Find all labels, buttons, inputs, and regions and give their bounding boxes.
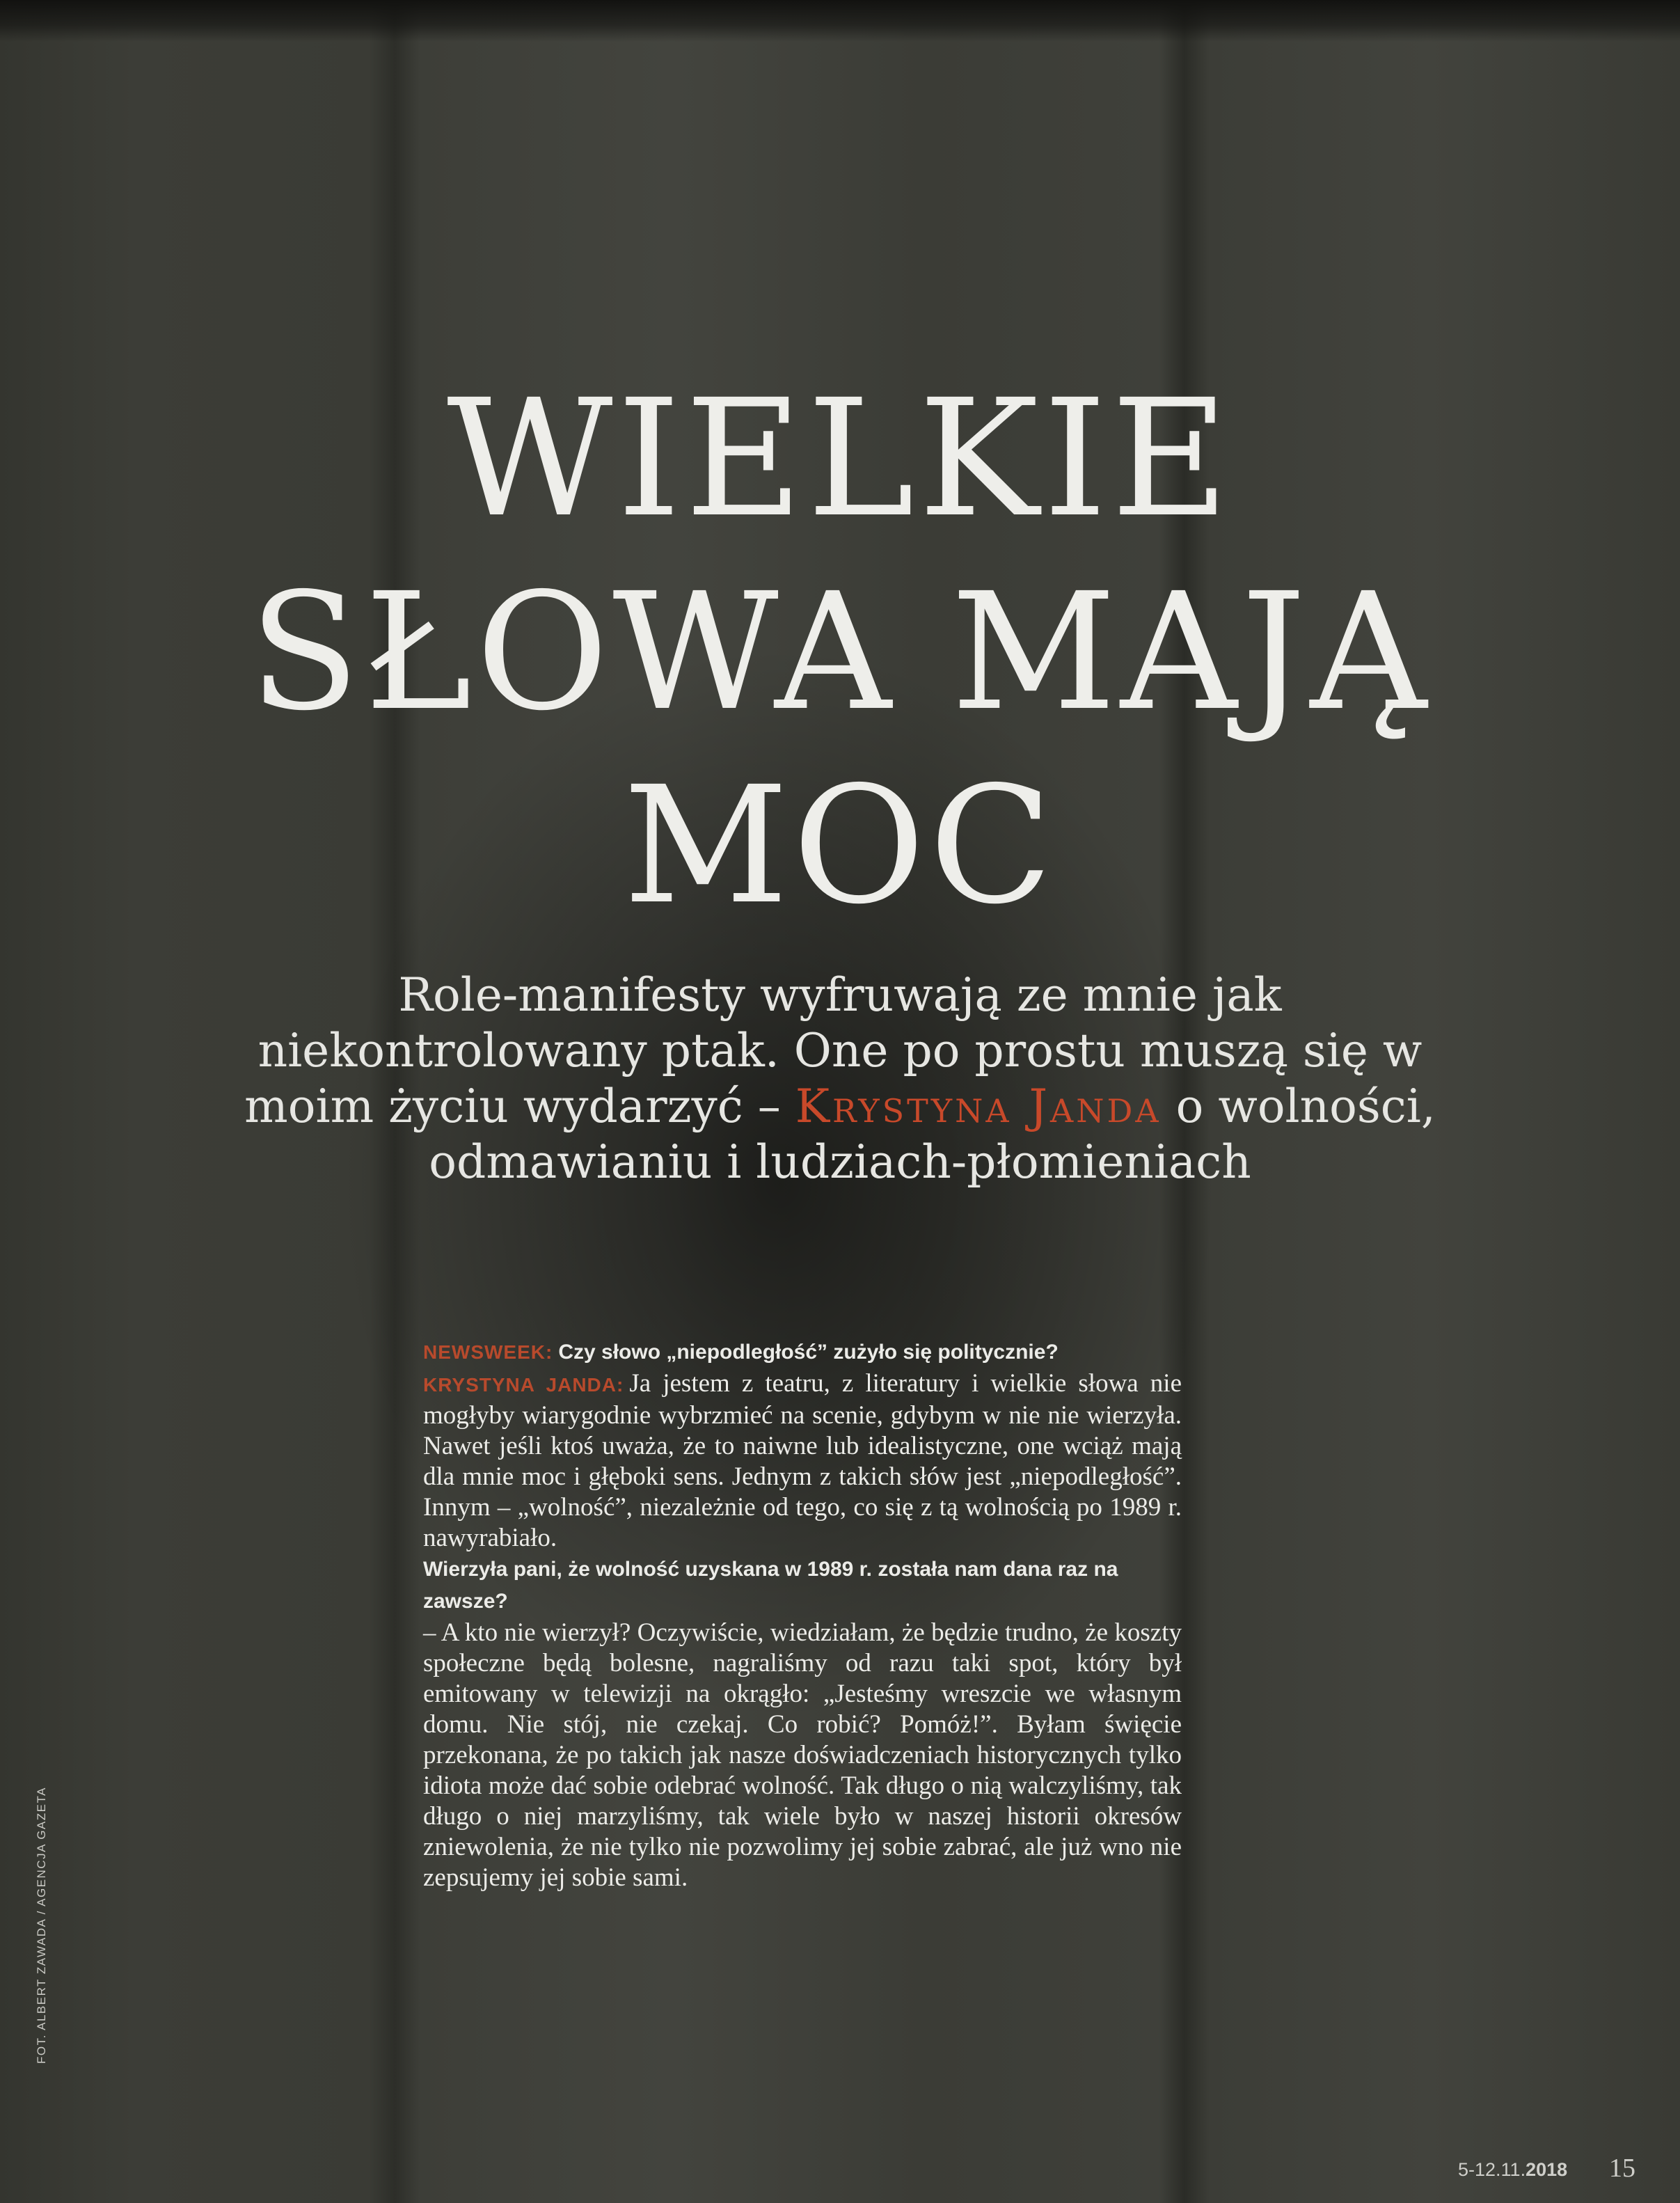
issue-date: [1458, 2159, 1567, 2181]
interviewer-label: NEWSWEEK:: [423, 1341, 553, 1363]
issue-date-days: 5-12.11.: [1458, 2159, 1526, 2180]
interviewee-label: KRYSTYNA JANDA:: [423, 1374, 624, 1396]
headline-line-1: WIELKIE: [447, 365, 1233, 553]
headline: [0, 362, 1680, 942]
page-number: 15: [1609, 2154, 1635, 2183]
photo-credit: FOT. ALBERT ZAWADA / AGENCJA GAZETA: [35, 1787, 48, 2064]
question-1: [423, 1336, 1182, 1368]
issue-date-year: 2018: [1526, 2159, 1568, 2180]
answer-1-text: Ja jestem z teatru, z literatury i wielkie słowa nie mogłyby wiarygodnie wybrzmieć na scenie, gdybym w nie nie wierzyła. Nawet jeśli ktoś uważa, że to naiwne lub idealistyczne, one wciąż mają dla mnie moc i głęboki sens. Jednym z takich słów jest „niepodległość”. Innym – „wolność”, niezależnie od tego, co się z tą wolnością po 1989 r. nawyrabiało.: [423, 1369, 1182, 1552]
interview-body: [423, 1336, 1182, 1893]
question-2: Wierzyła pani, że wolność uzyskana w 1989 r. została nam dana raz na zawsze?: [423, 1558, 1118, 1613]
standfirst-author: Krystyna Janda: [795, 1080, 1162, 1133]
standfirst-text-2: o wolności, odmawianiu i ludziach-płomieniach: [429, 1080, 1436, 1189]
standfirst: [209, 968, 1471, 1190]
headline-line-3: MOC: [623, 752, 1057, 940]
headline-line-2: SŁOWA MAJĄ: [248, 558, 1432, 746]
answer-2: – A kto nie wierzył? Oczywiście, wiedziałam, że będzie trudno, że koszty społeczne będą bolesne, nagraliśmy od razu taki spot, który był emitowany w telewizji na okrągło: „Jesteśmy wreszcie we własnym domu. Nie stój, nie czekaj. Co robić? Pomóż!”. Byłam święcie przekonana, że po takich jak nasze doświadczeniach historycznych tylko idiota może dać sobie odebrać wolność. Tak długo o nią walczyliśmy, tak długo o niej marzyliśmy, tak wiele było w naszej historii okresów zniewolenia, że nie tylko nie pozwolimy jej sobie zabrać, ale już wno nie zepsujemy jej sobie sami.: [423, 1618, 1182, 1892]
answer-1: [423, 1368, 1182, 1554]
top-shadow: [0, 0, 1680, 42]
standfirst-text-1: Role-manifesty wyfruwają ze mnie jak niekontrolowany ptak. One po prostu muszą się w moim życiu wydarzyć –: [244, 968, 1423, 1133]
question-1-text: Czy słowo „niepodległość” zużyło się politycznie?: [558, 1341, 1059, 1364]
